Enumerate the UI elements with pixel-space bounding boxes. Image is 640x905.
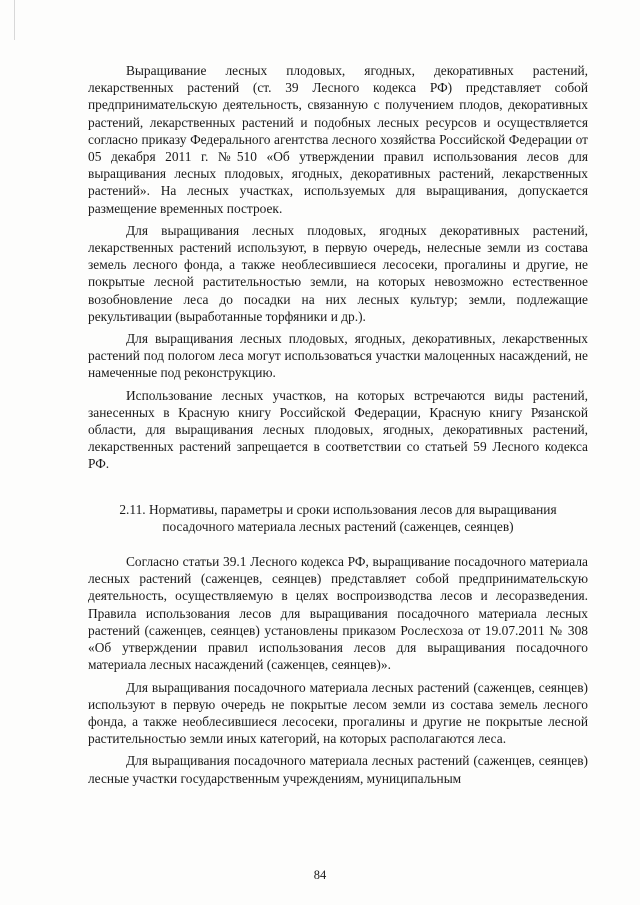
paragraph: Выращивание лесных плодовых, ягодных, декоративных растений, лекарственных растений (ст. 39 Лесного кодекса РФ) представляет собой предпринимательскую деятельность, связанную с получением плодов, декоративных растений, лекарственных растений и подобных лесных ресурсов и осуществляется согласно приказу Федерального агентства лесного хозяйства Российской Федерации от 05 декабря 2011 г. №510 «Об утверждении правил использования лесов для выращивания лесных плодовых, ягодных, декоративных растений, лекарственных растений». На лесных участках, используемых для выращивания, допускается размещение временных построек.: [88, 63, 588, 216]
paragraph: Для выращивания посадочного материала лесных растений (саженцев, сеянцев) лесные участки государственным учреждениям, муниципальным: [88, 753, 588, 786]
scan-edge-mark: [14, 0, 15, 40]
page-number: 84: [313, 868, 327, 882]
paragraph: Для выращивания лесных плодовых, ягодных декоративных растений, лекарственных растений используют, в первую очередь, нелесные земли из состава земель лесного фонда, а также необлесившиеся лесосеки, прогалины и другие, не покрытые лесной растительностью земли, на которых невозможно естественное возобновление леса до посадки на них лесных культур; земли, подлежащие рекультивации (выработанные торфяники и др.).: [88, 222, 588, 324]
section-heading: 2.11. Нормативы, параметры и сроки использования лесов для выращивания посадочного материала лесных растений (саженцев, сеянцев): [119, 501, 557, 534]
paragraph: Использование лесных участков, на которых встречаются виды растений, занесенных в Красную книгу Российской Федерации, Красную книгу Рязанской области, для выращивания лесных плодовых, ягодных, декоративных растений, лекарственных растений запрещается в соответствии со статьей 59 Лесного кодекса РФ.: [88, 387, 588, 472]
paragraph: Для выращивания посадочного материала лесных растений (саженцев, сеянцев) используют в первую очередь не покрытые лесом земли из состава земель лесного фонда, а также необлесившиеся лесосеки, прогалины и другие не покрытые лесной растительностью земли иных категорий, на которых располагаются леса.: [88, 679, 588, 747]
paragraph: Согласно статьи 39.1 Лесного кодекса РФ, выращивание посадочного материала лесных растений (саженцев, сеянцев) представляет собой предпринимательскую деятельность, осуществляемую в целях воспроизводства лесов и лесоразведения. Правила использования лесов для выращивания посадочного материала лесных растений (саженцев, сеянцев) установлены приказом Рослесхоза от 19.07.2011 № 308 «Об утверждении правил использования лесов для выращивания посадочного материала лесных насаждений (саженцев, сеянцев)».: [88, 554, 588, 673]
paragraph: Для выращивания лесных плодовых, ягодных, декоративных, лекарственных растений под пологом леса могут использоваться участки малоценных насаждений, не намеченные под реконструкцию.: [88, 331, 588, 381]
